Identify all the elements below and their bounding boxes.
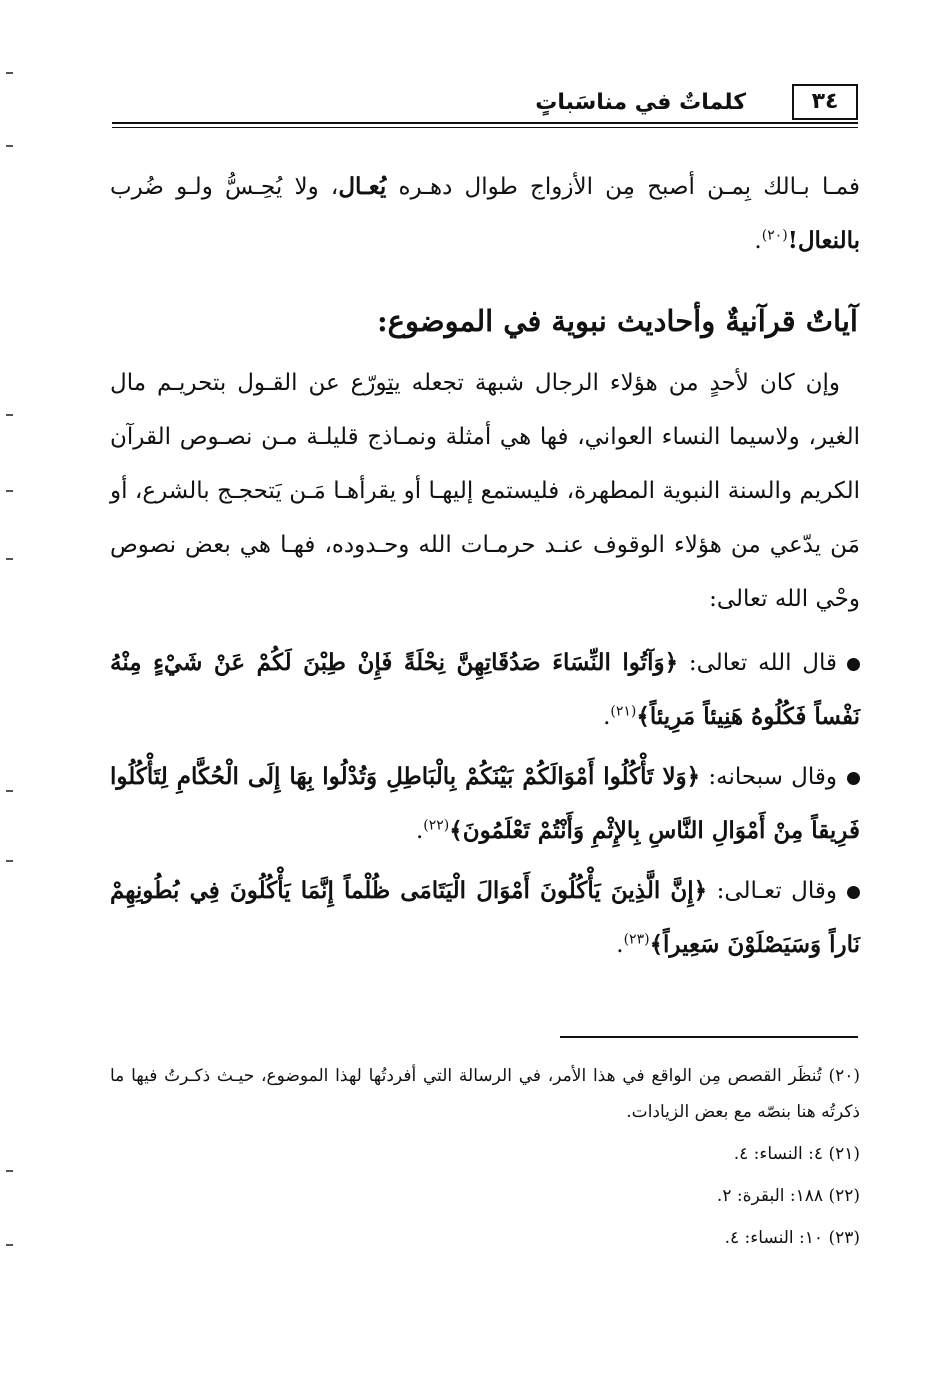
bold-word: يُعـال [338,173,387,200]
footnote-ref: (٢٠) [761,227,788,244]
bullet-dot-icon [847,772,860,785]
footnote: (٢٢) ١٨٨: البقرة: ٢. [716,1186,860,1206]
header-rule [112,122,858,124]
paragraph-text: وإن كان لأحدٍ من هؤلاء الرجال شبهة تجعله [400,370,840,396]
paragraph-text: فمـا بـالك بِمـن أصبح مِن الأزواج طوال دهـره [386,174,860,200]
page-number: ٣٤ [792,84,858,120]
period: . [415,818,424,844]
footnote-ref: (٢١) [610,703,637,720]
bullet-dot-icon [847,658,860,671]
margin-tick [6,490,13,492]
verse-intro: وقال تعـالى: [707,878,837,904]
margin-tick [6,145,13,147]
verse-intro: وقال سبحانه: [700,764,837,790]
footnote: (٢٣) ١٠: النساء: ٤. [724,1228,860,1248]
margin-tick [6,72,13,74]
period: . [616,932,624,958]
paragraph-main [110,356,860,626]
footnotes [110,1058,860,1262]
margin-tick [6,558,13,560]
footnote: (٢١) ٤: النساء: ٤. [733,1144,860,1164]
period: . [754,228,762,254]
underlined-word: يتورّع [350,370,401,396]
quran-verse: ﴿وَلا تَأْكُلُوا أَمْوَالَكُمْ بَيْنَكُمْ بِالْبَاطِلِ وَتُدْلُوا بِهَا إِلَى الْحُكَّامِ لِتَأْكُلُوا فَرِيقاً مِنْ أَمْوَالِ النَّاسِ بِالإِثْمِ وَأَنْتُمْ تَعْلَمُونَ﴾ [110,763,860,844]
running-header [112,84,858,128]
quran-verse: ﴿إِنَّ الَّذِينَ يَأْكُلُونَ أَمْوَالَ الْيَتَامَى ظُلْماً إِنَّمَا يَأْكُلُونَ فِي بُطُونِهِمْ نَاراً وَسَيَصْلَوْنَ سَعِيراً﴾ [110,877,860,958]
quran-verse: ﴿وَآتُوا النِّسَاءَ صَدُقَاتِهِنَّ نِحْلَةً فَإِنْ طِبْنَ لَكُمْ عَنْ شَيْءٍ مِنْهُ نَفْساً فَكُلُوهُ هَنِيئاً مَرِيئاً﴾ [110,649,860,730]
footnote-separator [560,1036,858,1038]
margin-tick [6,1244,13,1246]
verse-bullet [110,750,860,858]
margin-tick [6,414,13,416]
margin-tick [6,860,13,862]
paragraph-text: عن القـول بتحريـم مال الغير، ولاسيما النساء العواني، فها هي أمثلة ونمـاذج قليلـة مـن نصـوص القرآن الكريم والسنة النبوية المطهرة، فليستمع إليهـا أو يقرأهـا مَـن يَتحجـج بالشرع، أو مَن يدّعي من هؤلاء الوقوف عنـد حرمـات الله وحـدوده، فهـا هي بعض نصوص وحْي الله تعالى: [110,370,860,612]
bold-word: بالنعال! [787,227,860,254]
paragraph-intro [110,160,860,268]
book-title: كلماتٌ في مناسَباتٍ [535,90,746,115]
margin-tick [6,1170,13,1172]
verse-bullet [110,864,860,972]
paragraph-text: ، ولا يُحِـسُّ ولـو ضُرب [110,174,339,200]
margin-tick [6,790,13,792]
bullet-dot-icon [847,886,860,899]
footnote-ref: (٢٣) [623,931,650,948]
header-rule-thin [112,127,858,128]
period: . [603,704,611,730]
footnote: (٢٠) تُنظَر القصص مِن الواقع في هذا الأمر، في الرسالة التي أفردتُها لهذا الموضوع، حيـث ذكـرتُ فيها ما ذكرتُه هنا بنصّه مع بعض الزيادات. [110,1066,860,1122]
footnote-ref: (٢٢) [423,817,450,834]
verse-bullet [110,636,860,744]
section-heading: آياتٌ قرآنيةٌ وأحاديث نبوية في الموضوع: [376,304,858,338]
verse-intro: قال الله تعالى: [678,650,837,676]
